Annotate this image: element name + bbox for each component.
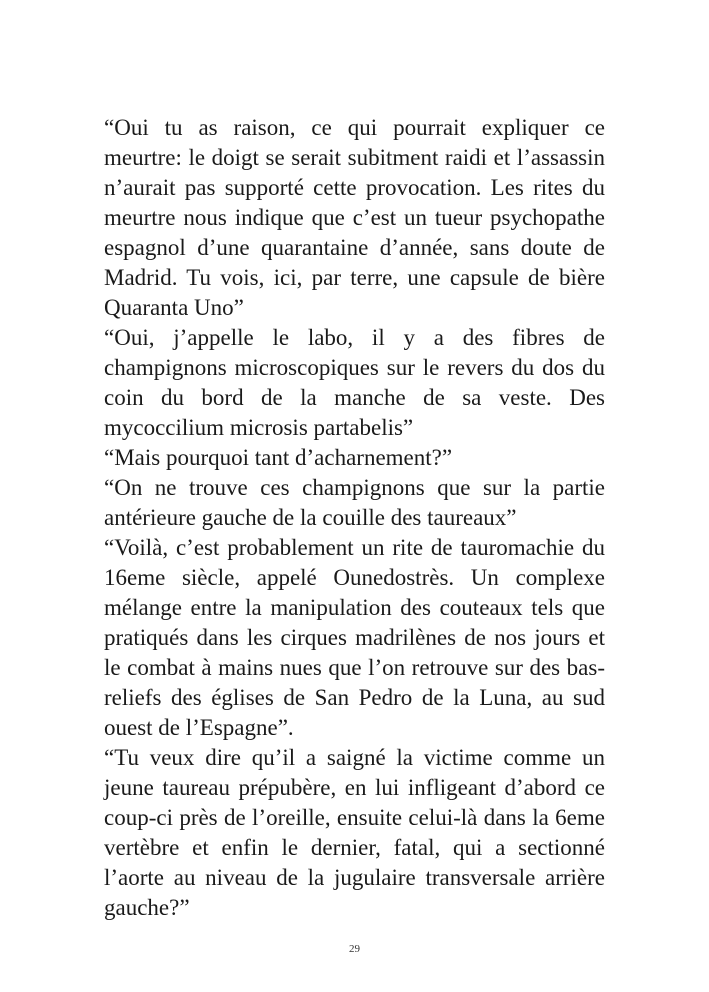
paragraph-5: “Voilà, c’est probablement un rite de tauromachie du 16eme siècle, appelé Ounedostrès. Un complexe mélange entre la manipulation des couteaux tels que pratiqués dans les cirques madrilènes de nos jours et le combat à mains nues que l’on retrouve sur des bas-reliefs des églises de San Pedro de la Luna, au sud ouest de l’Espagne”.	[104, 535, 605, 740]
page-number: 29	[349, 943, 360, 955]
paragraph-2: “Oui, j’appelle le labo, il y a des fibres de champignons microscopiques sur le revers du dos du coin du bord de la manche de sa veste. Des mycoccilium microsis partabelis”	[104, 325, 605, 440]
paragraph-1: “Oui tu as raison, ce qui pourrait expliquer ce meurtre: le doigt se serait subitment raidi et l’assassin n’aurait pas supporté cette provocation. Les rites du meurtre nous indique que c’est un tueur psychopathe espagnol d’une quarantaine d’année, sans doute de Madrid. Tu vois, ici, par terre, une capsule de bière Quaranta Uno”	[104, 115, 605, 320]
paragraph-6: “Tu veux dire qu’il a saigné la victime comme un jeune taureau prépubère, en lui infligeant d’abord ce coup-ci près de l’oreille, ensuite celui-là dans la 6eme vertèbre et enfin le dernier, fatal, qui a sectionné l’aorte au niveau de la jugulaire transversale arrière gauche?”	[104, 745, 605, 920]
paragraph-3: “Mais pourquoi tant d’acharnement?”	[104, 445, 453, 470]
body-text	[104, 113, 605, 923]
paragraph-4: “On ne trouve ces champignons que sur la partie antérieure gauche de la couille des taureaux”	[104, 475, 605, 530]
